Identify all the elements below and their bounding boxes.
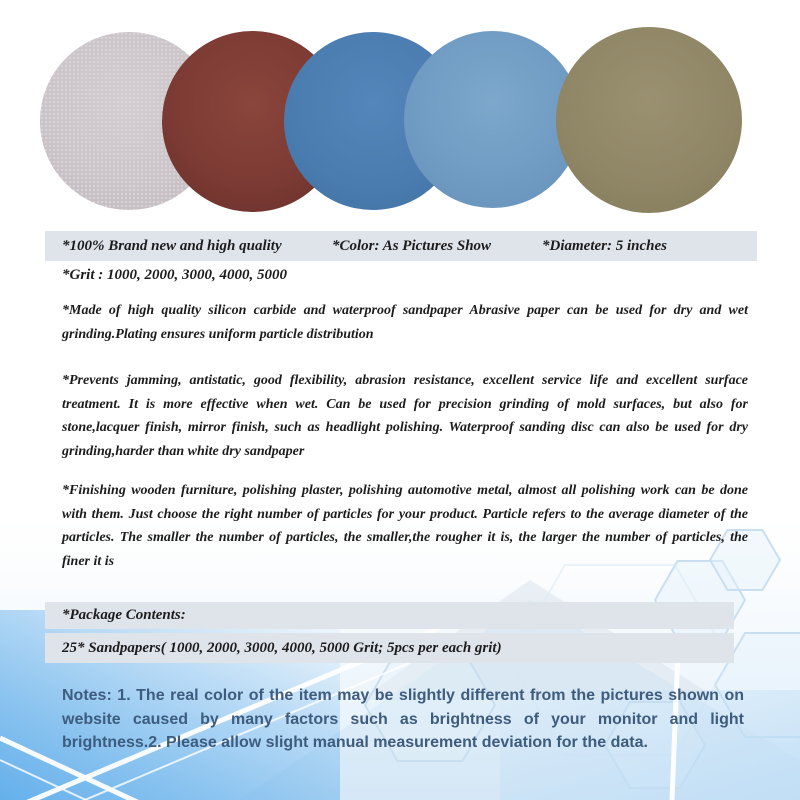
spec-color: *Color: As Pictures Show	[332, 238, 492, 254]
notes-text: Notes: 1. The real color of the item may be slightly different from the pictures shown on website caused by many factors such as brightness of your monitor and light brightness.2. Please allow slight manual measurement deviation for the data.	[62, 687, 744, 751]
package-contents-detail: 25* Sandpapers( 1000, 2000, 3000, 4000, 5000 Grit; 5pcs per each grit)	[45, 633, 734, 663]
spec-diameter: *Diameter: 5 inches	[542, 238, 667, 254]
paragraph-usage: *Finishing wooden furniture, polishing plaster, polishing automotive metal, almost all polishing work can be done with them. Just choose the right number of particles for your product. Particle refers to the average diameter of the particles. The smaller the number of particles, the smaller,the rougher it is, the larger the number of particles, the finer it is	[62, 483, 748, 569]
sandpaper-disc-khaki	[556, 27, 742, 213]
paragraph-material: *Made of high quality silicon carbide and waterproof sandpaper Abrasive paper can be used for dry and wet grinding.Plating ensures uniform particle distribution	[62, 303, 748, 342]
spec-brand-new: *100% Brand new and high quality	[62, 238, 282, 254]
sandpaper-disc-light-blue	[404, 31, 581, 208]
grit-line: *Grit : 1000, 2000, 3000, 4000, 5000	[62, 267, 287, 283]
paragraph-features: *Prevents jamming, antistatic, good flexibility, abrasion resistance, excellent service life and excellent surface treatment. It is more effective when wet. Can be used for precision grinding of mold surfaces, but also for stone,lacquer finish, mirror finish, such as headlight polishing. Waterproof sanding disc can also be used for dry grinding,harder than white dry sandpaper	[62, 373, 748, 459]
package-contents-title: *Package Contents:	[45, 602, 734, 629]
specs-band	[45, 231, 757, 261]
